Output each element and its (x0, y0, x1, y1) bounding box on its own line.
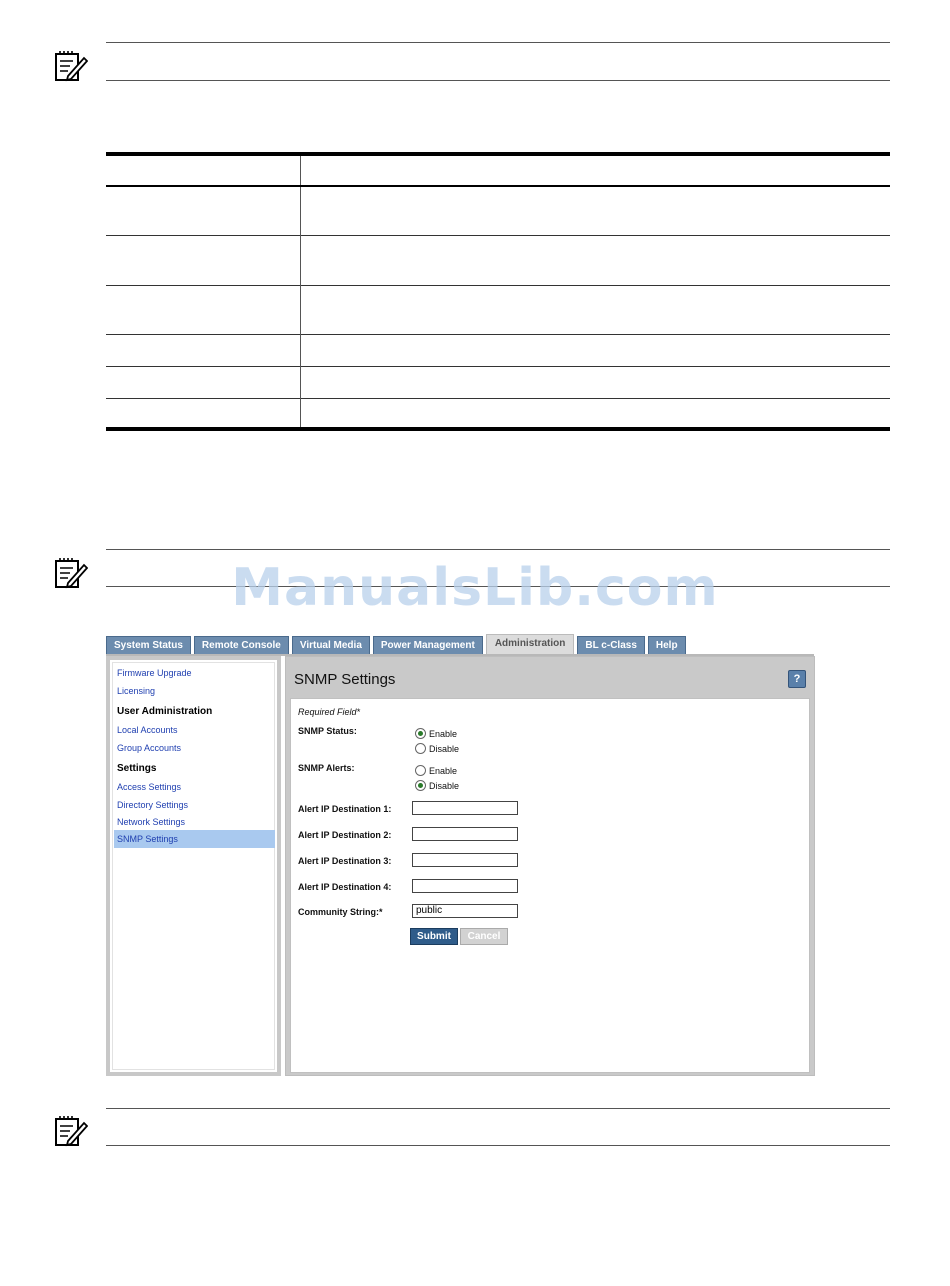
alert-ip-destination-1-input[interactable] (412, 801, 518, 815)
note-top-rule (106, 42, 890, 43)
watermark: ManualsLib.com (231, 558, 719, 618)
note-top-rule (106, 1108, 890, 1109)
table-row (106, 186, 890, 235)
sidebar-panel (112, 662, 275, 1070)
sidebar (106, 656, 281, 1076)
snmp-status-enable-option[interactable] (415, 728, 457, 739)
tab-bl-c-class[interactable]: BL c-Class (577, 636, 645, 655)
nav-tabs (106, 636, 689, 655)
radio-label: Disable (429, 743, 460, 754)
alert-ip-destination-4-input[interactable] (412, 879, 518, 893)
community-string-input[interactable]: public (412, 904, 518, 918)
alert-ip-destination-4-label: Alert IP Destination 4: (298, 882, 392, 892)
tab-remote-console[interactable]: Remote Console (194, 636, 289, 655)
tab-administration[interactable]: Administration (486, 634, 575, 655)
content-panel (285, 656, 815, 1076)
alert-ip-destination-3-label: Alert IP Destination 3: (298, 856, 392, 866)
sidebar-item-network-settings[interactable]: Network Settings (117, 817, 186, 827)
submit-button[interactable]: Submit (410, 928, 458, 945)
table-row (106, 334, 890, 366)
note-bottom-rule (106, 80, 890, 81)
sidebar-item-snmp-settings[interactable]: SNMP Settings (117, 834, 178, 844)
tab-virtual-media[interactable]: Virtual Media (292, 636, 370, 655)
radio-unselected-icon[interactable] (415, 743, 426, 754)
sidebar-item-directory-settings[interactable]: Directory Settings (117, 800, 189, 810)
radio-label: Enable (429, 765, 458, 776)
radio-selected-icon[interactable] (415, 728, 426, 739)
snmp-alerts-label: SNMP Alerts: (298, 763, 355, 773)
required-field-note: Required Field* (298, 707, 361, 717)
community-string-label: Community String:* (298, 907, 383, 917)
tab-help[interactable]: Help (648, 636, 686, 655)
sidebar-item-licensing[interactable]: Licensing (117, 686, 156, 696)
snmp-settings-screenshot (106, 633, 816, 1079)
alert-ip-destination-3-input[interactable] (412, 853, 518, 867)
sidebar-item-firmware-upgrade[interactable]: Firmware Upgrade (117, 668, 192, 678)
snmp-status-label: SNMP Status: (298, 726, 357, 736)
table-row (106, 398, 890, 429)
table-header-row (106, 154, 890, 186)
sidebar-header-settings: Settings (117, 763, 157, 774)
alert-ip-destination-1-label: Alert IP Destination 1: (298, 804, 392, 814)
snmp-alerts-disable-option[interactable] (415, 780, 459, 791)
tab-system-status[interactable]: System Status (106, 636, 191, 655)
tab-power-management[interactable]: Power Management (373, 636, 483, 655)
alert-ip-destination-2-label: Alert IP Destination 2: (298, 830, 392, 840)
alert-ip-destination-2-input[interactable] (412, 827, 518, 841)
sidebar-item-local-accounts[interactable]: Local Accounts (117, 725, 178, 735)
table-row (106, 285, 890, 334)
page-title: SNMP Settings (294, 671, 396, 688)
note-bottom-rule (106, 1145, 890, 1146)
radio-label: Disable (429, 780, 460, 791)
sidebar-item-access-settings[interactable]: Access Settings (117, 782, 182, 792)
snmp-alerts-enable-option[interactable] (415, 765, 457, 776)
sidebar-header-user-administration: User Administration (117, 706, 213, 717)
note-icon (54, 49, 88, 83)
radio-unselected-icon[interactable] (415, 765, 426, 776)
table-row (106, 366, 890, 398)
radio-selected-icon[interactable] (415, 780, 426, 791)
help-icon[interactable]: ? (788, 670, 806, 688)
snmp-status-disable-option[interactable] (415, 743, 459, 754)
cancel-button[interactable]: Cancel (460, 928, 508, 945)
note-top-rule (106, 549, 890, 550)
sidebar-item-group-accounts[interactable]: Group Accounts (117, 743, 182, 753)
snmp-form (290, 698, 810, 1073)
settings-table (106, 152, 890, 431)
radio-label: Enable (429, 728, 458, 739)
note-icon (54, 1114, 88, 1148)
table-row (106, 235, 890, 285)
